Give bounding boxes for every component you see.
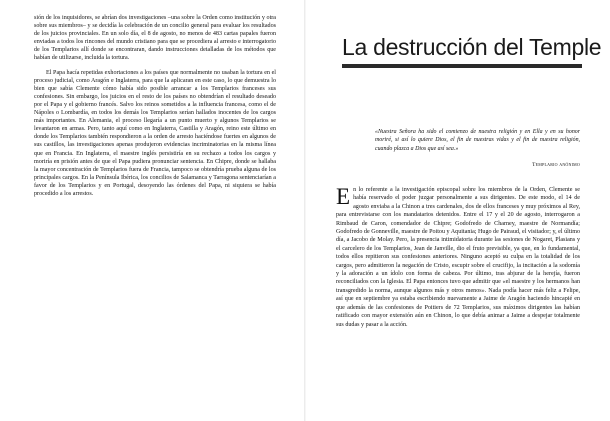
drop-cap: E bbox=[336, 184, 351, 209]
right-body-text: n lo referente a la investigación episcopal sobre los miembros de la Orden, Clemente se había reservado el poder juzgar personalmente a sus dirigentes. De este modo, el 14 de agosto enviaba a la Chinon a tres cardenales, dos de ellos franceses y muy próximos al Rey, para entrevistarse con los mandatarios detenidos. Entre el 17 y el 20 de agosto, interrogaron a Rimbaud de Caron, comendador de Chipre; Godofredo de Charney, maestre de Normandía; Godofredo de Gonneville, maestre de Poitou y Aquitania; Hugo de Pairaud, el visitador; y, el último día, a Jacobo de Molay. Pero, la presencia intimidatoria durante las sesiones de Nogaret, Plasians y el carcelero de los Templarios, Jean de Janville, dio el fruto previsible, ya que, en lo fundamental, todos ellos repitieron sus confesiones anteriores. Ninguno aceptó su culpa en la totalidad de los cargos, pero admitieron la negación de Cristo, escupir sobre el crucifijo, la incitación a la sodomía y la adoración a un ídolo con forma de cabeza. Por último, tras abjurar de la herejía, fueron reconciliados con la Iglesia. El Papa entonces tuvo que admitir que «el maestre y los hermanos han transgredido la norma, aunque algunos más y otros menos». Nada podía hacer más feliz a Felipe, así que en septiembre ya estaba escribiendo nuevamente a Jaime de Aragón haciendo hincapié en que además de las confesiones de Poitiers de 72 Templarios, sus máximos dirigentes las habían ratificado con mayor extensión aún en Chinon, lo que debía animar a Jaime a despejar totalmente sus dudas y pasar a la acción. bbox=[336, 187, 580, 328]
attribution-text: Templario anónimo bbox=[532, 162, 580, 168]
epigraph-attribution bbox=[375, 162, 580, 169]
chapter-title: La destrucción del Temple bbox=[342, 34, 602, 60]
title-underline bbox=[342, 64, 582, 68]
epigraph-quote: «Nuestra Señora ha sido el comienzo de nuestra religión y en Ella y en su honor moriré, si así lo quiere Dios, el fin de nuestras vidas y el fin de nuestra religión, cuando plazca a Dios que así sea.» bbox=[375, 129, 580, 152]
left-paragraph-1: sión de los inquisidores, se abrían dos investigaciones –una sobre la Orden como institución y otra sobre sus miembros– y se decidía la celebración de un concilio general para evaluar los resultados de los juicios provinciales. En un solo día, el 8 de agosto, no menos de 483 cartas papales fueron enviadas a todos los rincones del mundo cristiano para que se procediera al arresto e interrogatorio de los Templarios allí donde se encontraran, dando instrucciones detalladas de los métodos que habían de utilizarse, incluida la tortura. bbox=[34, 15, 276, 62]
left-page-text-column bbox=[34, 14, 276, 198]
left-paragraph-2: El Papa hacía repetidas exhortaciones a los países que normalmente no usaban la tortura en el proceso judicial, como Aragón e Inglaterra, para que la aplicaran en este caso, lo que demuestra lo bien que sabía Clemente cómo había sido posible arrancar a los Templarios franceses sus confesiones. Sin embargo, los juicios en el resto de los países no obtendrían el resultado deseado por el Papa y el gobierno francés. Salvo los reinos sometidos a la influencia francesa, como el de Nápoles o Lombardía, en todos los demás los Templarios serían hallados inocentes de los cargos más importantes. En Alemania, el proceso llegaría a un punto muerto y algunos Templarios se levantaron en armas. Pero, tanto aquí como en Inglaterra, Castilla y Aragón, reino este último en donde los Templarios también respondieron a la orden de arresto haciéndose fuertes en algunos de sus castillos, las investigaciones apenas produjeron evidencias incriminatorias en la misma línea que en Francia. En Inglaterra, el maestre inglés persistiría en su rechazo a todos los cargos y moriría en prisión antes de que el Papa pudiera pronunciar sentencia. En Chipre, donde se hallaba la mayor concentración de Templarios fuera de Francia, tampoco se obtendría prueba alguna de los principales cargos. En la Península Ibérica, los concilios de Salamanca y Tarragona sentenciarían a favor de los Templarios y en Portugal, desoyendo las órdenes del Papa, ni siquiera se había procedido a los arrestos. bbox=[34, 69, 276, 197]
book-gutter bbox=[304, 0, 306, 421]
right-body-paragraph bbox=[336, 186, 580, 329]
right-page-text-column bbox=[336, 186, 580, 329]
